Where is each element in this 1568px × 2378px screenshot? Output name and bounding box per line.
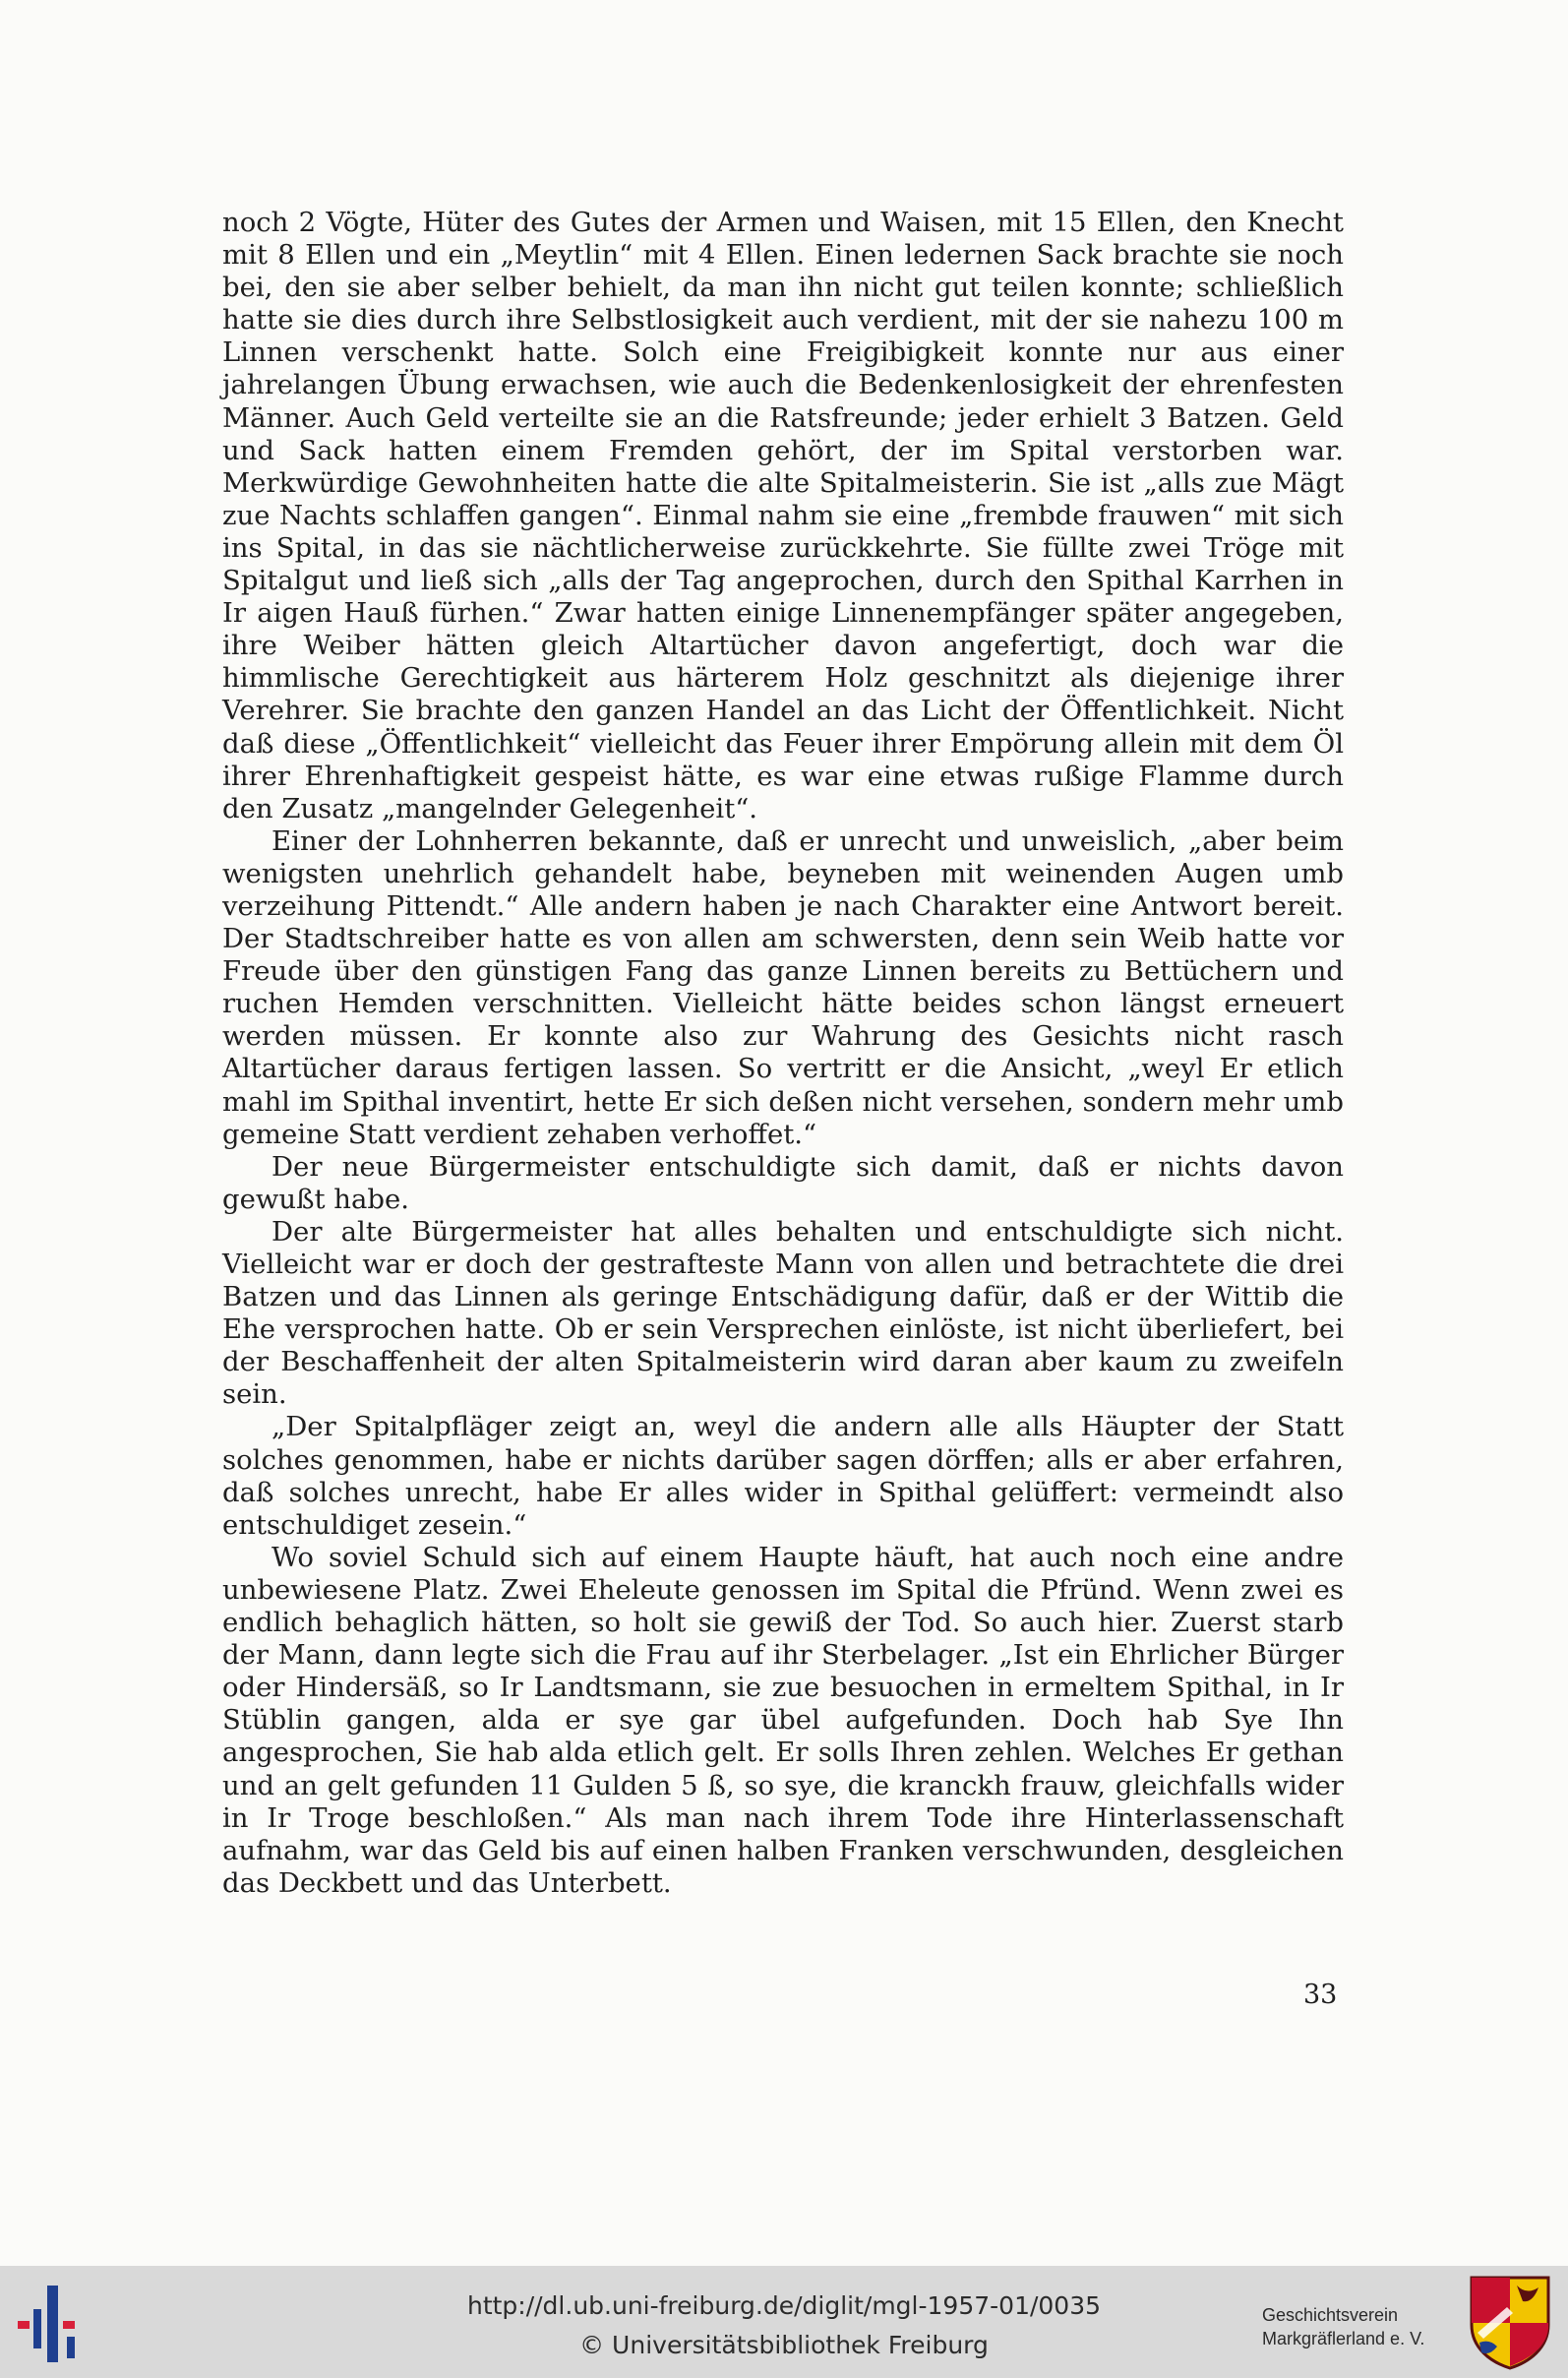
- coat-of-arms-icon: [1468, 2274, 1552, 2370]
- paragraph: „Der Spitalpfläger zeigt an, weyl die andern alle alls Häupter der Statt solches genommen, habe er nichts darüber sagen dörffen; alls er aber erfahren, daß solches unrecht, habe Er alles wider in Spithal gelüffert: vermeindt also entschuldiget zesein.“: [222, 1411, 1344, 1541]
- source-url-link[interactable]: http://dl.ub.uni-freiburg.de/diglit/mgl-1957-01/0035: [466, 2291, 1102, 2320]
- paragraph: Einer der Lohnherren bekannte, daß er unrecht und unweislich, „aber beim wenigsten unehrlich gehandelt habe, beyneben mit weinenden Augen umb verzeihung Pittendt.“ Alle andern haben je nach Charakter eine Antwort bereit. Der Stadtschreiber hatte es von allen am schwersten, denn sein Weib hatte vor Freude über den günstigen Fang das ganze Linnen bereits zu Bettüchern und ruchen Hemden verschnitten. Vielleicht hätte beides schon längst erneuert werden müssen. Er konnte also zur Wahrung des Gesichts nicht rasch Altartücher daraus fertigen lassen. So vertritt er die Ansicht, „weyl Er etlich mahl im Spithal inventirt, hette Er sich deßen nicht versehen, sondern mehr umb gemeine Statt verdient zehaben verhoffet.“: [222, 824, 1344, 1150]
- society-name: [1262, 2303, 1459, 2350]
- paragraph: Der alte Bürgermeister hat alles behalten und entschuldigte sich nicht. Vielleicht war er doch der gestrafteste Mann von allen und betrachtete die drei Batzen und das Linnen als geringe Entschädigung dafür, daß er der Wittib die Ehe versprochen hatte. Ob er sein Versprechen einlöste, ist nicht überliefert, bei der Beschaffenheit der alten Spitalmeisterin wird daran aber kaum zu zweifeln sein.: [222, 1215, 1344, 1411]
- footer-bar: [0, 2266, 1568, 2378]
- paragraph: Der neue Bürgermeister entschuldigte sich damit, daß er nichts davon gewußt habe.: [222, 1150, 1344, 1215]
- society-name-line: Markgräflerland e. V.: [1262, 2329, 1425, 2348]
- body-text: [222, 207, 1344, 1900]
- paragraph: noch 2 Vögte, Hüter des Gutes der Armen und Waisen, mit 15 Ellen, den Knecht mit 8 Ellen und ein „Meytlin“ mit 4 Ellen. Einen ledernen Sack brachte sie noch bei, den sie aber selber behielt, da man ihn nicht gut teilen konnte; schließlich hatte sie dies durch ihre Selbstlosigkeit auch verdient, mit der sie nahezu 100 m Linnen verschenkt hatte. Solch eine Freigibigkeit konnte nur aus einer jahrelangen Übung erwachsen, wie auch die Bedenkenlosigkeit der ehrenfesten Männer. Auch Geld verteilte sie an die Ratsfreunde; jeder erhielt 3 Batzen. Geld und Sack hatten einem Fremden gehört, der im Spital verstorben war. Merkwürdige Gewohnheiten hatte die alte Spitalmeisterin. Sie ist „alls zue Mägt zue Nachts schlaffen gangen“. Einmal nahm sie eine „frembde frauwen“ mit sich ins Spital, in das sie nächtlicherweise zurückkehrte. Sie füllte zwei Tröge mit Spitalgut und ließ sich „alls der Tag angeprochen, durch den Spithal Karrhen in Ir aigen Hauß fürhen.“ Zwar hatten einige Linnenempfänger später angegeben, ihre Weiber hätten gleich Altartücher davon angefertigt, doch war die himmlische Gerechtigkeit aus härterem Holz geschnitzt als diejenige ihrer Verehrer. Sie brachte den ganzen Handel an das Licht der Öffentlichkeit. Nicht daß diese „Öffentlichkeit“ vielleicht das Feuer ihrer Empörung allein mit dem Öl ihrer Ehrenhaftigkeit gespeist hätte, es war eine etwas rußige Flamme durch den Zusatz „mangelnder Gelegenheit“.: [222, 207, 1344, 824]
- society-name-line: Geschichtsverein: [1262, 2305, 1399, 2325]
- page-number: 33: [1303, 1980, 1338, 2010]
- copyright-credit: © Universitätsbibliothek Freiburg: [579, 2331, 989, 2359]
- paragraph: Wo soviel Schuld sich auf einem Haupte häuft, hat auch noch eine andre unbewiesene Platz. Zwei Eheleute genossen im Spital die Pfründ. Wenn zwei es endlich behaglich hätten, so holt sie gewiß der Tod. So auch hier. Zuerst starb der Mann, dann legte sich die Frau auf ihr Sterbelager. „Ist ein Ehrlicher Bürger oder Hindersäß, so Ir Landtsmann, sie zue besuochen in ermeltem Spithal, in Ir Stüblin gangen, alda er sye gar übel aufgefunden. Doch hab Sye Ihn angesprochen, Sie hab alda etlich gelt. Er solls Ihren zehlen. Welches Er gethan und an gelt gefunden 11 Gulden 5 ß, so sye, die kranckh frauw, gleichfalls wider in Ir Troge beschloßen.“ Als man nach ihrem Tode ihre Hinterlassenschaft aufnahm, war das Geld bis auf einen halben Franken verschwunden, desgleichen das Deckbett und das Unterbett.: [222, 1541, 1344, 1899]
